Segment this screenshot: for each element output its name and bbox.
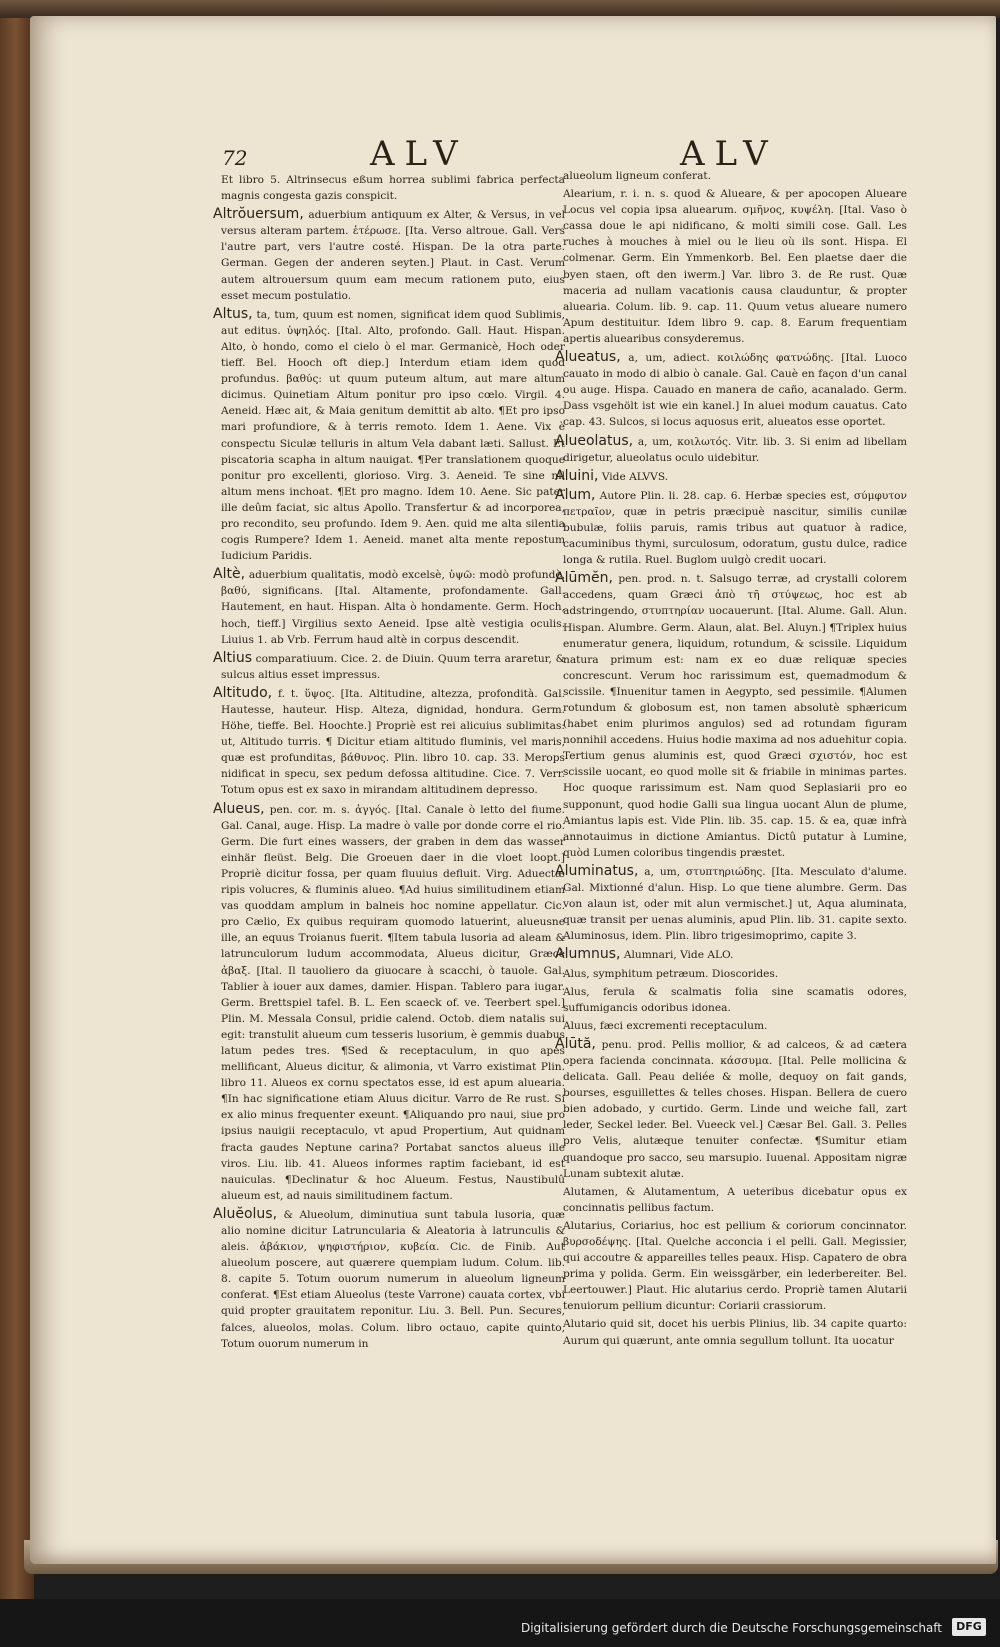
- entry-headword: Altius: [213, 649, 253, 666]
- dictionary-entry: [555, 433, 907, 466]
- dictionary-entry: [555, 487, 907, 568]
- entry-text: pen. prod. n. t. Salsugo terræ, ad crystalli colorem accedens, quam Græci ἀπὸ τῆ στύψεως, hoc est ab adstringendo, στυπτηρίαν uocauerunt. [Ital. Alume. Gall. Alun. Hispan. Alumbre. Germ. Alaun, alat. Bel. Aluyn.] ¶Triplex huius enumeratur genera, liquidum, rotundum, & scissile. Liquidum natura primum est: nam ex eo duæ reliquæ species concrescunt. Verum hoc rarissimum est, quemadmodum & scissile. ¶Inuenitur tamen in Aegypto, sed pessimile. ¶Alumen rotundum & globosum est, non tamen absolutè sphæricum (habet enim plurimos angulos) sed ad rotundam figuram nonnihil accedens. Huius hodie maxima ad nos aduehitur copia. Tertium genus aluminis est, quod Græci σχιστόν, hoc est scissile uocant, eo quod molle sit & friabile in minimas partes. Hoc quoque rarissimum est. Nam quod Seplasiarii pro eo supponunt, quod hodie Galli sua lingua uocant Alun de plume, Amiantus lapis est. Vide Plin. lib. 35. cap. 15. & ea, quæ infrà annotauimus in dictione Amiantus. Dictû putatur à Lumine, quòd Lumen coloribus tingendis præstet.: [563, 573, 908, 859]
- dictionary-entry: [555, 1184, 907, 1216]
- entry-headword: Alueatus,: [555, 349, 621, 366]
- footer-bar: [0, 1599, 1000, 1647]
- dictionary-entry: [555, 1018, 907, 1034]
- entry-headword: Aluini,: [555, 467, 599, 484]
- entry-text: Alearium, r. i. n. s. quod & Alueare, & per apocopen Alueare Locus vel copia ipsa aluearum. σμῆνος, κυψέλη. [Ital. Vaso ò cassa doue le api nidificano, & molti simili cose. Gall. Les ruches à mouches à miel ou le lieu où ils sont. Hispa. El colmenar. Germ. Ein Ymmenkorb. Bel. Een plaetse daer die byen staen, oft den iwerm.] Var. libro 3. de Re rust. Quæ maceria ad nullam vacationis causa clauduntur, & propter aluearia. Colum. lib. 9. cap. 11. Quum vetus alueare numero Apum destituitur. Idem libro 9. cap. 8. Earum frequentiam apertis aluearibus consyderemus.: [563, 188, 907, 345]
- dictionary-entry: [213, 306, 565, 565]
- entry-text: Et libro 5. Altrinsecus eßum horrea sublimi fabrica perfecta magnis congesta gazis conspicit.: [221, 174, 565, 203]
- entry-headword: Altrŏuersum,: [213, 206, 304, 223]
- dictionary-entry: [555, 186, 907, 347]
- entry-text: Autore Plin. li. 28. cap. 6. Herbæ species est, σύμφυτον πετραῖον, quæ in petris præcipuè nascitur, similis cunilæ bubulæ, foliis paruis, ramis tribus aut quatuor à radice, cacuminibus thymi, surculosum, odoratum, gustu dulce, radice longa & rutila. Ruel. Buglom uulgò credit uocari.: [563, 489, 907, 567]
- entry-text: Alutarius, Coriarius, hoc est pellium & coriorum concinnator. βυρσοδέψης. [Ital. Quelche acconcia i el pelli. Gall. Megissier, qui accoutre & appareilles telles peaux. Hisp. Capatero de obra prima y polida. Germ. Ein weissgärber, ein lederbereiter. Bel. Leertouwer.] Plaut. Hic alutarius cerdo. Propriè tamen Alutarii tenuiorum pellium dicuntur: Coriarii crassiorum.: [563, 1219, 907, 1313]
- dictionary-entry: [555, 966, 907, 982]
- dictionary-entry: [213, 801, 565, 1204]
- entry-text: Alus, symphitum petræum. Dioscorides.: [563, 967, 779, 980]
- dictionary-entry: [555, 984, 907, 1016]
- book-page: [30, 16, 996, 1564]
- entry-headword: Altitudo,: [213, 684, 273, 701]
- right-column: [555, 168, 907, 1351]
- dfg-logo: DFG: [952, 1618, 986, 1636]
- entry-text: Alus, ferula & scalmatis folia sine scamatis odores, suffumigancis odoribus idonea.: [563, 985, 907, 1014]
- dictionary-entry: [555, 1036, 907, 1182]
- funding-credit: Digitalisierung gefördert durch die Deutsche Forschungsgemeinschaft: [520, 1621, 942, 1635]
- dictionary-entry: [555, 1316, 907, 1348]
- entry-text: aduerbium qualitatis, modò excelsè, ὑψῶ: modò profundè, βαθύ, significans. [Ital. Altamente, profondamente. Gall. Hautement, en haut. Hispan. Alta ò hondamente. Germ. Hoch, hoch, tieff.] Virgilius sexto Aeneid. Ipse altè vestigia oculis. Liuius 1. ab Vrb. Ferrum haud altè in corpus descendit.: [221, 569, 566, 646]
- dictionary-entry: [213, 566, 565, 647]
- entry-text: Alutamen, & Alutamentum, A ueteribus dicebatur opus ex concinnatis pellibus factum.: [563, 1185, 907, 1214]
- entry-headword: Aluĕolus,: [213, 1205, 278, 1222]
- dictionary-entry: [555, 570, 907, 861]
- entry-text: Alutario quid sit, docet his uerbis Plinius, lib. 34 capite quarto: Aurum qui quærunt, ante omnia segullum tollunt. Ita uocatur: [563, 1318, 907, 1347]
- running-head-left: ALV: [370, 134, 468, 174]
- entry-headword: Altè,: [213, 566, 246, 583]
- entry-text: Alumnari, Vide ALO.: [623, 949, 734, 962]
- dictionary-entry: [213, 172, 565, 204]
- dictionary-entry: [213, 1206, 565, 1352]
- entry-text: f. t. ὕψος. [Ita. Altitudine, altezza, profondità. Gal. Hautesse, hauteur. Hisp. Alteza, dignidad, hondura. Germ. Höhe, tieffe. Bel. Hoochte.] Propriè est rei alicuius sublimitas: ut, Altitudo turris. ¶ Dicitur etiam altitudo fluminis, vel maris, quæ est profunditas, βάθυνος. Plin. libro 10. cap. 33. Merops nidificat in specu, sex pedum defossa altitudine. Cice. 7. Verr. Totum opus est ex saxo in mirandam altitudinem depresso.: [221, 687, 565, 797]
- entry-text: Aluus, fæci excrementi receptaculum.: [563, 1019, 768, 1032]
- entry-text: penu. prod. Pellis mollior, & ad calceos, & ad cætera opera facienda concinnata. κάσσυμα. [Ital. Pelle mollicina & delicata. Gall. Peau deliée & molle, dequoy on fait gands, bourses, esguillettes & telles choses. Hispan. Bellera de cuero bien adobado, y curtido. Germ. Linde und weiche fall, zart leder, Seckel leder. Bel. Vueeck vel.] Cæsar Bel. Gall. 3. Pelles pro Velis, alutæque tenuiter confectæ. ¶Sumitur etiam quandoque pro sacco, seu marsupio. Iuuenal. Appositam nigræ Lunam subtexit alutæ.: [563, 1038, 907, 1180]
- page-number: 72: [222, 146, 248, 170]
- entry-text: Vide ALVVS.: [601, 470, 669, 483]
- entry-text: alueolum ligneum conferat.: [563, 170, 712, 182]
- dictionary-entry: [555, 468, 907, 485]
- running-head-right: ALV: [680, 134, 778, 174]
- dictionary-entry: [213, 685, 565, 799]
- dictionary-entry: [555, 863, 907, 944]
- entry-headword: Alum,: [555, 486, 596, 503]
- entry-text: a, um, κοιλωτός. Vitr. lib. 3. Si enim ad libellam dirigetur, alueolatus oculo uidebitur.: [563, 435, 907, 464]
- entry-headword: Aluminatus,: [555, 862, 639, 879]
- entry-headword: Altus,: [213, 305, 253, 322]
- dictionary-entry: [555, 946, 907, 963]
- entry-headword: Alūmĕn,: [555, 570, 613, 587]
- dictionary-entry: [555, 168, 907, 184]
- entry-headword: Alueolatus,: [555, 432, 634, 449]
- book-spine: [0, 0, 34, 1647]
- entry-text: a, um, στυπτηριώδης. [Ita. Mesculato d'alume. Gal. Mixtionné d'alun. Hisp. Lo que tiene alumbre. Germ. Das von alaun ist, oder mit alun vermischet.] ut, Aqua aluminata, quæ transit per uenas aluminis, apud Plin. lib. 31. capite sexto. Aluminosus, idem. Plin. libro trigesimoprimo, capite 3.: [563, 865, 907, 943]
- entry-text: a, um, adiect. κοιλώδης φατνώδης. [Ital. Luoco cauato in modo di albio ò canale. Gal. Cauè en façon d'un canal ou auge. Hispa. Cauado en manera de caño, acanalado. Germ. Dass vsgehölt ist wie ein kanel.] In aluei modum cauatus. Cato cap. 43. Sulcos, si locus aquosus erit, alueatos esse oportet.: [563, 352, 907, 429]
- entry-text: aduerbium antiquum ex Alter, & Versus, in vel versus alteram partem. ἑτέρωσε. [Ita. Verso altroue. Gall. Vers l'autre part, vers l'autre costé. Hispan. De la otra parte. German. Gegen der anderen seyten.] Plaut. in Cast. Verum autem altrouersum quum eam mecum rationem puto, eius esset mecum postulatio.: [221, 209, 565, 302]
- entry-headword: Alūtă,: [555, 1035, 596, 1052]
- entry-text: comparatiuum. Cice. 2. de Diuin. Quum terra araretur, & sulcus altius esset impressus.: [221, 652, 566, 681]
- dictionary-entry: [555, 1218, 907, 1315]
- entry-text: ta, tum, quum est nomen, significat idem quod Sublimis, aut editus. ὑψηλός. [Ital. Alto, profondo. Gall. Haut. Hispan. Alto, ò hondo, como el cielo ò el mar. Germanicè, Hoch oder tieff. Bel. Hooch oft diep.] Interdum etiam idem quod profundus. βαθύς: ut quum puteum altum, aut mare altum dicimus. Quinetiam Altum ponitur pro ipso cœlo. Virgil. 4. Aeneid. Hæc ait, & Maia genitum demittit ab alto. ¶Et pro ipso mari profundiore, & à terris remoto. Idem 1. Aene. Vix è conspectu Siculæ telluris in altum Vela dabant læti. Sallust. Et piscatoria scapha in altum nauigat. ¶Per translationem quoque ponitur pro excellenti, glorioso. Virg. 3. Aeneid. Te sine nil altum mens inchoat. ¶Et pro magno. Idem 10. Aene. Sic pater ille deûm faciat, sic altus Apollo. Transfertur & ad incorporea, pro recondito, seu profundo. Idem 9. Aen. quid me alta silentia cogis Rumpere? Idem 1. Aeneid. manet alta mente repostum Iudicium Paridis.: [221, 308, 566, 563]
- left-column: [213, 172, 565, 1354]
- entry-text: pen. cor. m. s. ἀγγός. [Ital. Canale ò letto del fiume. Gal. Canal, auge. Hisp. La madre ò valle por donde corre el rio. Germ. Die furt eines wassers, der graben in dem das wasser einhär fleüst. Belg. Die Groeuen daer in die vloet loopt.] Propriè dicitur fossa, per quam fluuius defluit. Virg. Aduectæ ripis volucres, & fluminis alueo. ¶Ad huius similitudinem etiam vas quoddam amplum in balneis hoc nomine appellatur. Cic. pro Cælio, Ex quibus requiram quomodo latuerint, alueusne ille, an equus Troianus fuerit. ¶Item tabula lusoria ad aleam & latrunculorum ludum accommodata, Alueus dicitur, Græcè ἀβαξ. [Ital. Il tauoliero da giuocare à scacchi, ò tauole. Gal. Tablier à iouer aux dames, damier. Hispan. Tablero para iugar. Germ. Brettspiel tafel. B. L. Een scaeck of. ve. Teerbert spel.] Plin. M. Messala Consul, pridie calend. Octob. diem natalis sui egit: transtulit alueum cum tesseris lusorium, è gemmis duabus latum pedes tres. ¶Sed & receptaculum, in quo apes mellificant, Alueus dicitur, & alimonia, vt Varro existimat Plin. libro 11. Alueos ex cornu spectatos esse, id est apum aluearia. ¶In hac significatione etiam Aluus dicitur. Varro de Re rust. Si ex alio minus frequenter exeunt. ¶Aliquando pro naui, siue pro ipsius nauigii receptaculo, vt apud Propertium, Aut quidnam fracta gaudes Neptune carina? Portabat sanctos alueus ille viros. Liu. lib. 41. Alueos informes raptim faciebant, id est nauiculas. ¶Declinatur & hoc Alueum. Festus, Naustibulû alueum est, ad nauis similitudinem factum.: [221, 803, 565, 1202]
- dictionary-entry: [213, 206, 565, 304]
- dictionary-entry: [213, 650, 565, 683]
- entry-text: & Alueolum, diminutiua sunt tabula lusoria, quæ alio nomine dicitur Latruncularia & Aleatoria à latrunculis & aleis. ἀβάκιον, ψηφιστήριον, κυβεία. Cic. de Finib. Aut alueolum poscere, aut quærere quempiam ludum. Colum. lib. 8. capite 5. Totum ouorum numerum in alueolum ligneum conferat. ¶Est etiam Alueolus (teste Varrone) cauata cortex, vbi quid propter grauitatem reponitur. Liu. 3. Bell. Pun. Secures, falces, alueolos, molas. Colum. libro octauo, capite quinto, Totum ouorum numerum in: [221, 1208, 565, 1350]
- dictionary-entry: [555, 349, 907, 430]
- entry-headword: Alueus,: [213, 800, 265, 817]
- entry-headword: Alumnus,: [555, 946, 621, 963]
